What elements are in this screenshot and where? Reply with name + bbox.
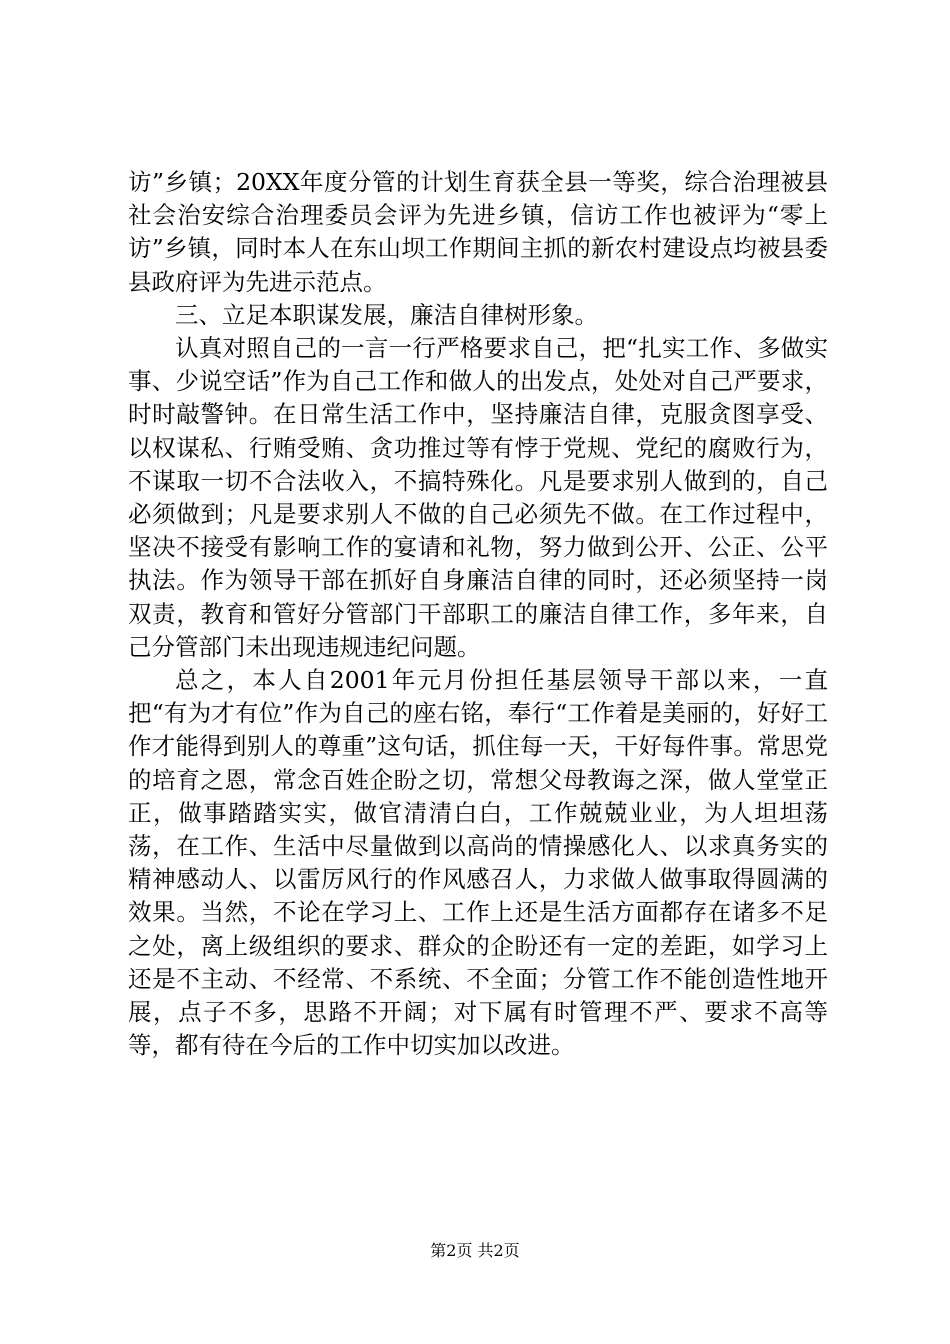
paragraph-summary: 总之，本人自2001年元月份担任基层领导干部以来，一直把“有为才有位”作为自己的座右铭，奉行“工作着是美丽的，好好工作才能得到别人的尊重”这句话，抓住每一天，干好每件事。常思党的培育之恩，常念百姓企盼之切，常想父母教诲之深，做人堂堂正正，做事踏踏实实，做官清清白白，工作兢兢业业，为人坦坦荡荡，在工作、生活中尽量做到以高尚的情操感化人、以求真务实的精神感动人、以雷厉风行的作风感召人，力求做人做事取得圆满的效果。当然，不论在学习上、工作上还是生活方面都存在诸多不足之处，离上级组织的要求、群众的企盼还有一定的差距，如学习上还是不主动、不经常、不系统、不全面；分管工作不能创造性地开展，点子不多，思路不开阔；对下属有时管理不严、要求不高等等，都有待在今后的工作中切实加以改进。 [128, 666, 828, 1060]
page-number-footer: 第2页 共2页 [430, 1241, 520, 1260]
paragraph-continuation: 访”乡镇；20XX年度分管的计划生育获全县一等奖，综合治理被县社会治安综合治理委员会评为先进乡镇，信访工作也被评为“零上访”乡镇，同时本人在东山坝工作期间主抓的新农村建设点均被县委县政府评为先进示范点。 [128, 168, 828, 296]
document-body [128, 166, 828, 1062]
section-heading: 三、立足本职谋发展，廉洁自律树形象。 [175, 300, 598, 329]
paragraph-integrity: 认真对照自己的一言一行严格要求自己，把“扎实工作、多做实事、少说空话”作为自己工作和做人的出发点，处处对自己严要求，时时敲警钟。在日常生活工作中，坚持廉洁自律，克服贪图享受、以权谋私、行贿受贿、贪功推过等有悖于党规、党纪的腐败行为，不谋取一切不合法收入，不搞特殊化。凡是要求别人做到的，自己必须做到；凡是要求别人不做的自己必须先不做。在工作过程中，坚决不接受有影响工作的宴请和礼物，努力做到公开、公正、公平执法。作为领导干部在抓好自身廉洁自律的同时，还必须坚持一岗双责，教育和管好分管部门干部职工的廉洁自律工作，多年来，自己分管部门未出现违规违纪问题。 [128, 334, 828, 661]
